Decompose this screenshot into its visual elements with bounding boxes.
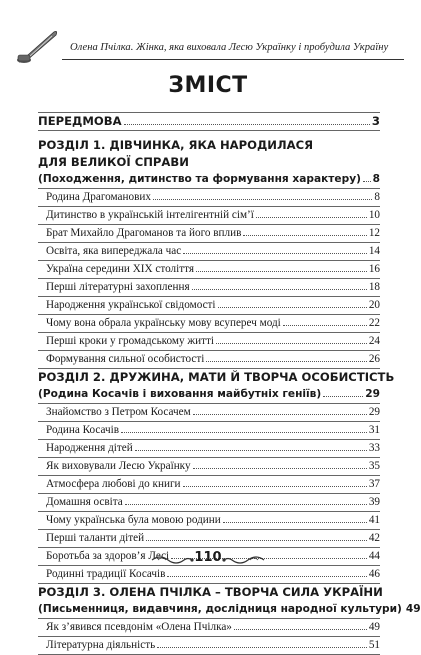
dot-leader: [167, 576, 366, 577]
toc-entry-title: ПЕРЕДМОВА: [38, 114, 122, 128]
toc-page-number: 10: [368, 209, 380, 221]
dot-leader: [196, 271, 367, 272]
toc-entry-title: РОЗДІЛ 1. ДІВЧИНКА, ЯКА НАРОДИЛАСЯ: [38, 138, 314, 152]
toc-entry-title: Перші літературні захоплення: [46, 281, 190, 293]
toc-entry: [38, 225, 380, 243]
toc-entry-title: Чому українська була мовою родини: [46, 514, 221, 526]
toc-page-number: 12: [368, 227, 380, 239]
toc-entry-title: Знайомство з Петром Косачем: [46, 406, 191, 418]
dot-leader: [125, 504, 367, 505]
dot-leader: [124, 124, 370, 125]
toc-entry: [38, 619, 380, 637]
dot-leader: [223, 522, 367, 523]
toc-entry: [38, 207, 380, 225]
toc-entry: [38, 189, 380, 207]
dot-leader: [323, 396, 363, 397]
toc-entry-title: РОЗДІЛ 2. ДРУЖИНА, МАТИ Й ТВОРЧА ОСОБИСТІСТЬ: [38, 370, 395, 384]
toc-page-number: 33: [368, 442, 380, 454]
dot-leader: [192, 289, 367, 290]
dot-leader: [243, 235, 366, 236]
toc-heading: [38, 584, 383, 601]
dot-leader: [283, 325, 367, 326]
toc-page-number: 46: [368, 568, 380, 580]
toc-heading: [38, 112, 380, 131]
toc-page-number: 3: [371, 114, 380, 128]
toc-entry-title: Як виховували Лесю Українку: [46, 460, 191, 472]
toc-entry-title: Брат Михайло Драгоманов та його вплив: [46, 227, 242, 239]
toc-entry-title: Домашня освіта: [46, 496, 123, 508]
toc-entry: [38, 637, 380, 655]
toc-entry: [38, 279, 380, 297]
toc-page-number: 49: [368, 621, 380, 633]
toc-entry-title: Народження української свідомості: [46, 299, 216, 311]
dot-leader: [193, 468, 367, 469]
dot-leader: [206, 361, 366, 362]
toc-page-number: 42: [368, 532, 380, 544]
toc-entry-title: Освіта, яка випереджала час: [46, 245, 182, 257]
dot-leader: [157, 647, 367, 648]
dot-leader: [363, 181, 371, 182]
toc-page-number: 29: [365, 388, 380, 400]
toc-entry: [38, 333, 380, 351]
toc-entry-title: (Родина Косачів і виховання майбутніх геніїв): [38, 388, 322, 400]
toc-entry-title: Боротьба за здоров’я Лесі: [46, 550, 170, 562]
dot-leader: [218, 307, 367, 308]
toc-entry: [38, 351, 380, 369]
dot-leader: [216, 343, 367, 344]
toc-entry: [38, 261, 380, 279]
toc-page-number: 16: [368, 263, 380, 275]
toc-entry-title: Як з’явився псевдонім «Олена Пчілка»: [46, 621, 232, 633]
toc-heading: [38, 369, 395, 386]
running-head-text: Олена Пчілка. Жінка, яка виховала Лесю Українку і пробудила Україну: [70, 42, 389, 53]
toc-page-number: 26: [368, 353, 380, 365]
dot-leader: [121, 432, 367, 433]
toc-entry-title: (Походження, дитинство та формування характеру): [38, 173, 361, 185]
toc-page-number: 37: [368, 478, 380, 490]
dot-leader: [256, 217, 367, 218]
toc-page-number: 39: [368, 496, 380, 508]
toc-entry-title: Дитинство в українській інтелігентній сім’ї: [46, 209, 254, 221]
toc-entry: [38, 512, 380, 530]
toc-entry: [38, 315, 380, 333]
page-title: ЗМІСТ: [168, 73, 248, 98]
running-header: [14, 28, 404, 68]
toc-entry: [38, 422, 380, 440]
toc-entry-title: Родина Косачів: [46, 424, 120, 436]
toc-page-number: 31: [368, 424, 380, 436]
dot-leader: [234, 629, 367, 630]
toc-page-number: 35: [368, 460, 380, 472]
toc-entry-title: ДЛЯ ВЕЛИКОЇ СПРАВИ: [38, 155, 189, 169]
quill-inkwell-icon: [14, 28, 60, 64]
toc-page-number: 41: [368, 514, 380, 526]
toc-entry: [38, 297, 380, 315]
toc-entry: [38, 440, 380, 458]
header-rule: [62, 59, 404, 60]
toc-page-number: 14: [368, 245, 380, 257]
toc-entry: [38, 530, 380, 548]
toc-chapter-subtitle: [38, 171, 380, 189]
table-of-contents: [38, 112, 421, 655]
toc-page-number: 44: [368, 550, 380, 562]
toc-entry-title: Літературна діяльність: [46, 639, 156, 651]
toc-entry: [38, 404, 380, 422]
toc-heading: [38, 137, 380, 154]
toc-entry-title: Формування сильної особистості: [46, 353, 205, 365]
page-number: 110: [194, 550, 222, 565]
toc-entry: [38, 476, 380, 494]
ornament-right-icon: [222, 554, 266, 566]
toc-entry-title: Україна середини XIX століття: [46, 263, 195, 275]
toc-entry-title: Перші таланти дітей: [46, 532, 145, 544]
toc-page-number: 22: [368, 317, 380, 329]
toc-page-number: 18: [368, 281, 380, 293]
toc-chapter-subtitle: [38, 601, 421, 619]
toc-page-number: 8: [374, 191, 380, 203]
dot-leader: [146, 540, 367, 541]
toc-page-number: 49: [405, 603, 421, 615]
toc-entry-title: Атмосфера любові до книги: [46, 478, 181, 490]
toc-entry-title: РОЗДІЛ 3. ОЛЕНА ПЧІЛКА – ТВОРЧА СИЛА УКРАЇНИ: [38, 585, 383, 599]
toc-page-number: 51: [368, 639, 380, 651]
page-footer: [0, 550, 416, 570]
dot-leader: [135, 450, 367, 451]
toc-entry-title: Родина Драгоманових: [46, 191, 151, 203]
toc-entry: [38, 458, 380, 476]
dot-leader: [183, 486, 367, 487]
toc-page-number: 29: [368, 406, 380, 418]
toc-heading: [38, 154, 380, 171]
toc-entry-title: Чому вона обрала українську мову всупереч моді: [46, 317, 281, 329]
toc-entry: [38, 243, 380, 261]
toc-entry-title: Родинні традиції Косачів: [46, 568, 166, 580]
dot-leader: [193, 414, 367, 415]
toc-page-number: 8: [372, 173, 380, 185]
toc-entry-title: (Письменниця, видавчиня, дослідниця народної культури): [38, 603, 402, 615]
toc-entry-title: Перші кроки у громадському житті: [46, 335, 215, 347]
toc-page-number: 24: [368, 335, 380, 347]
toc-page-number: 20: [368, 299, 380, 311]
toc-chapter-subtitle: [38, 386, 380, 404]
toc-entry: [38, 494, 380, 512]
toc-entry-title: Народження дітей: [46, 442, 133, 454]
dot-leader: [183, 253, 367, 254]
dot-leader: [153, 199, 372, 200]
